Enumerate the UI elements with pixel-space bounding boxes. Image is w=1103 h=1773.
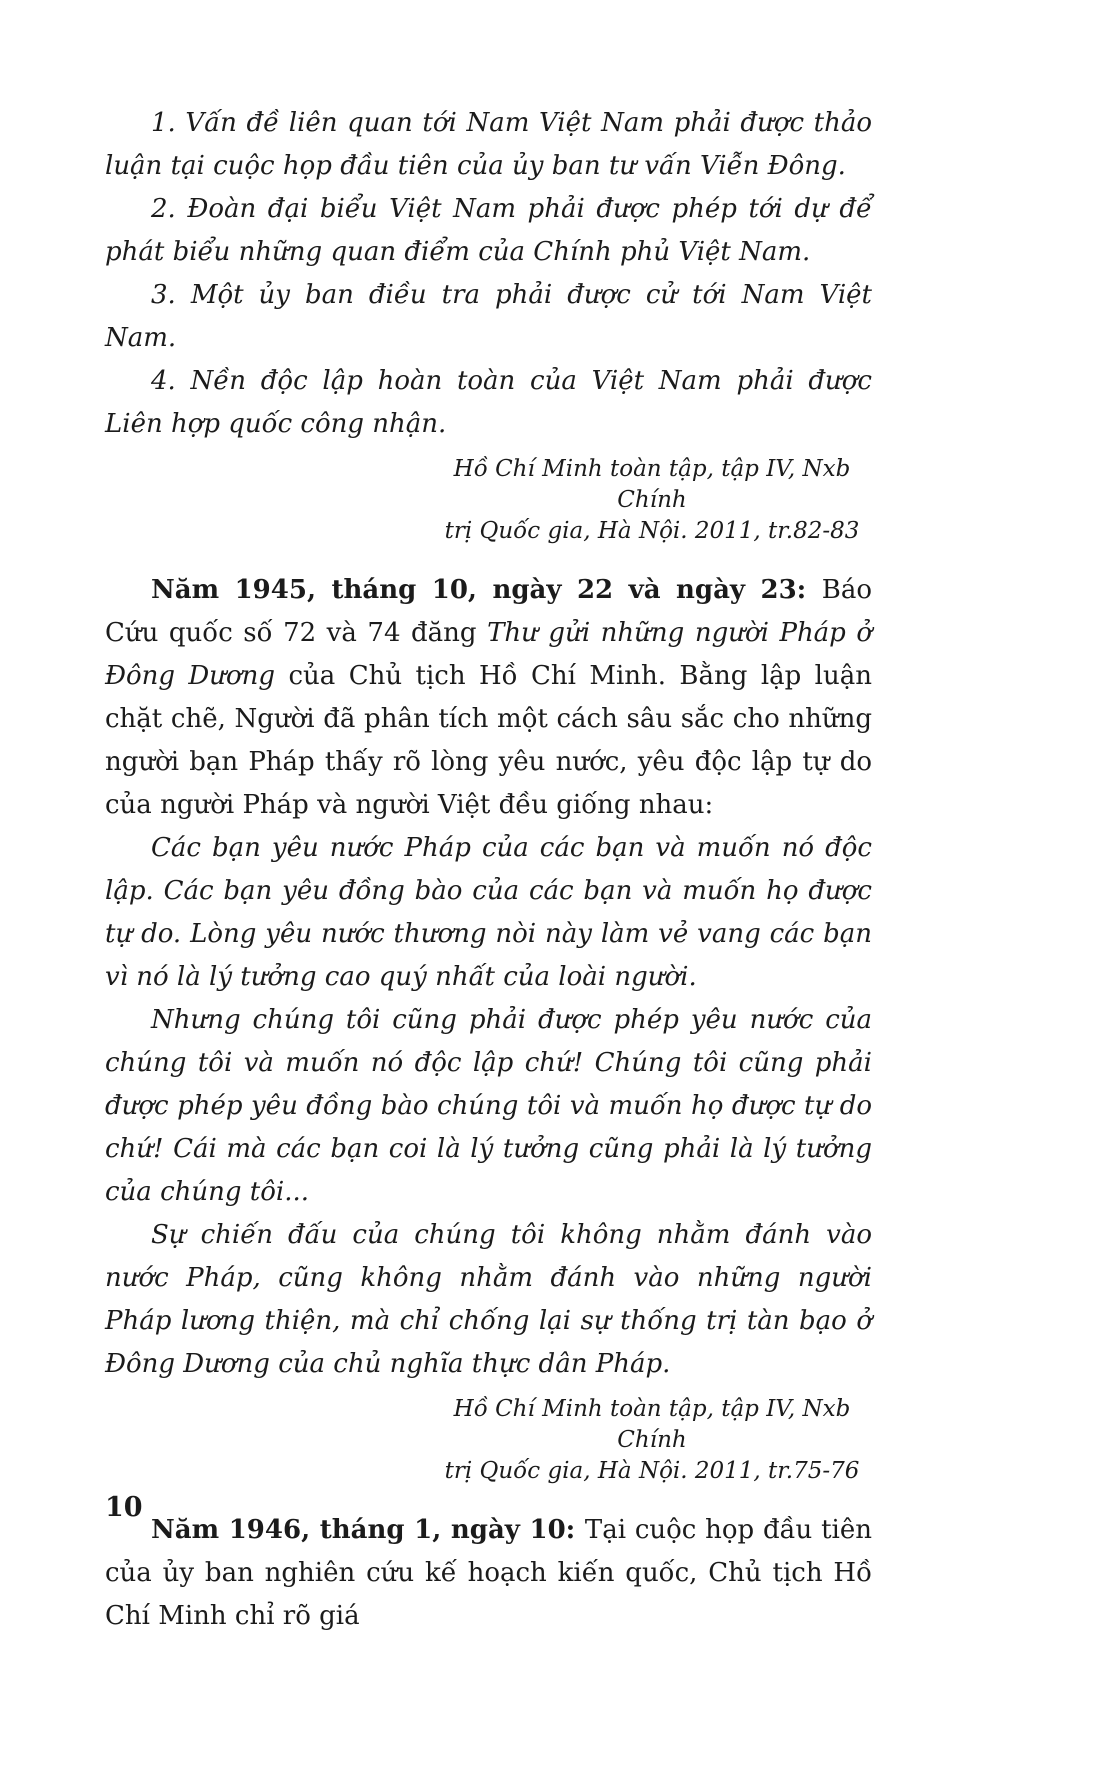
page-number: 10 <box>105 1492 143 1523</box>
numbered-point-2: 2. Đoàn đại biểu Việt Nam phải được phép tới dự để phát biểu những quan điểm của Chính phủ Việt Nam. <box>105 194 872 267</box>
citation-line: trị Quốc gia, Hà Nội. 2011, tr.75-76 <box>444 1458 860 1484</box>
work-title: Thư gửi những người Pháp ở Đông Dương <box>105 618 873 691</box>
quote-paragraph-1: Các bạn yêu nước Pháp của các bạn và muốn nó độc lập. Các bạn yêu đồng bào của các bạn và muốn họ được tự do. Lòng yêu nước thương nòi này làm vẻ vang các bạn vì nó là lý tưởng cao quý nhất của loài người. <box>105 833 872 992</box>
quote-paragraph-2: Nhưng chúng tôi cũng phải được phép yêu nước của chúng tôi và muốn nó độc lập chứ! Chúng tôi cũng phải được phép yêu đồng bào chúng tôi và muốn họ được tự do chứ! Cái mà các bạn coi là lý tưởng cũng phải là lý tưởng của chúng tôi... <box>105 1005 872 1207</box>
numbered-point-4: 4. Nền độc lập hoàn toàn của Việt Nam phải được Liên hợp quốc công nhận. <box>105 366 872 439</box>
entry-1946-paragraph <box>105 1509 872 1638</box>
entry-text: của Chủ tịch Hồ Chí Minh. Bằng lập luận chặt chẽ, Người đã phân tích một cách sâu sắc cho những người bạn Pháp thấy rõ lòng yêu nước, yêu độc lập tự do của người Pháp và người Việt đều giống nhau: <box>105 661 872 820</box>
entry-date-lead: Năm 1946, tháng 1, ngày 10: <box>151 1515 585 1545</box>
citation-line: Hồ Chí Minh toàn tập, tập IV, Nxb Chính <box>453 1396 851 1453</box>
citation-line: trị Quốc gia, Hà Nội. 2011, tr.82-83 <box>444 518 860 544</box>
citation-source-2 <box>432 1394 872 1487</box>
citation-line: Hồ Chí Minh toàn tập, tập IV, Nxb Chính <box>453 456 851 513</box>
numbered-point-3: 3. Một ủy ban điều tra phải được cử tới Nam Việt Nam. <box>105 280 872 353</box>
entry-date-lead: Năm 1945, tháng 10, ngày 22 và ngày 23: <box>151 575 822 605</box>
quote-paragraph-3: Sự chiến đấu của chúng tôi không nhằm đánh vào nước Pháp, cũng không nhằm đánh vào những người Pháp lương thiện, mà chỉ chống lại sự thống trị tàn bạo ở Đông Dương của chủ nghĩa thực dân Pháp. <box>105 1220 872 1379</box>
citation-source-1 <box>432 454 872 547</box>
entry-text: Tại cuộc họp đầu tiên của ủy ban nghiên cứu kế hoạch kiến quốc, Chủ tịch Hồ Chí Minh chỉ rõ giá <box>105 1515 872 1631</box>
entry-1945-paragraph <box>105 569 872 827</box>
entry-text: Báo Cứu quốc số 72 và 74 đăng <box>105 575 872 648</box>
numbered-point-1: 1. Vấn đề liên quan tới Nam Việt Nam phải được thảo luận tại cuộc họp đầu tiên của ủy ban tư vấn Viễn Đông. <box>105 108 872 181</box>
